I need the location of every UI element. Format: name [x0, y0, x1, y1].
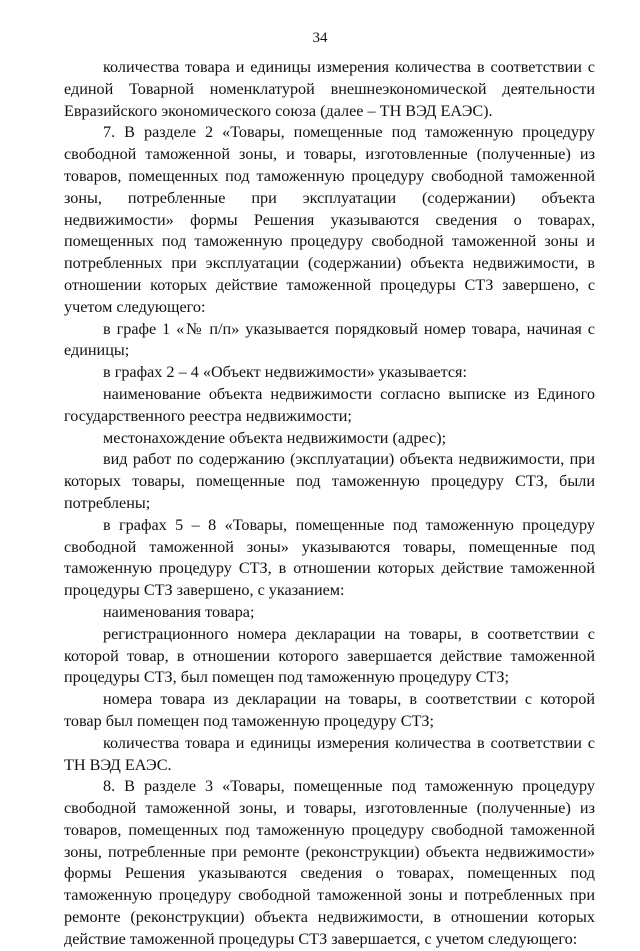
paragraph-7: вид работ по содержанию (эксплуатации) объекта недвижимости, при которых товары, помещенные под таможенную процедуру СТЗ, были потреблены; [64, 450, 595, 512]
paragraph-9: наименования товара; [103, 602, 255, 621]
paragraph-10: регистрационного номера декларации на товары, в соответствии с которой товар, в отношении которого завершается действие таможенной процедуры СТЗ, был помещен под таможенную процедуру СТЗ; [64, 624, 595, 687]
paragraph-5: наименование объекта недвижимости согласно выписке из Единого государственного реестра недвижимости; [64, 384, 595, 425]
paragraph-12: количества товара и единицы измерения количества в соответствии с ТН ВЭД ЕАЭС. [64, 733, 595, 774]
paragraph-3: в графе 1 «№ п/п» указывается порядковый номер товара, начиная с единицы; [64, 319, 595, 360]
paragraph-1: количества товара и единицы измерения количества в соответствии с единой Товарной номенклатурой внешнеэкономической деятельности Евразийского экономического союза (далее – ТН ВЭД ЕАЭС). [64, 58, 595, 120]
paragraph-6: местонахождение объекта недвижимости (адрес); [103, 428, 447, 447]
paragraph-11: номера товара из декларации на товары, в соответствии с которой товар был помещен под таможенную процедуру СТЗ; [64, 690, 595, 730]
paragraph-8: в графах 5 – 8 «Товары, помещенные под таможенную процедуру свободной таможенной зоны» указываются товары, помещенные под таможенную процедуру СТЗ, в отношении которых действие таможенной процедуры СТЗ завершено, с указанием: [64, 515, 595, 600]
document-body [64, 57, 595, 951]
paragraph-4: в графах 2 – 4 «Объект недвижимости» указывается: [103, 363, 467, 382]
paragraph-13: 8. В разделе 3 «Товары, помещенные под таможенную процедуру свободной таможенной зоны, и товары, изготовленные (полученные) из товаров, помещенных под таможенную процедуру свободной таможенной зоны, потребленные при ремонте (реконструкции) объекта недвижимости» формы Решения указываются сведения о товарах, помещенных под таможенную процедуру свободной таможенной зоны и потребленных при ремонте (реконструкции) объекта недвижимости, в отношении которых действие таможенной процедуры СТЗ завершается, с учетом следующего: [64, 777, 595, 948]
page-number: 34 [312, 30, 328, 46]
paragraph-2: 7. В разделе 2 «Товары, помещенные под таможенную процедуру свободной таможенной зоны, и товары, изготовленные (полученные) из товаров, помещенных под таможенную процедуру свободной таможенной зоны, потребленные при эксплуатации (содержании) объекта недвижимости» формы Решения указываются сведения о товарах, помещенных под таможенную процедуру свободной таможенной зоны и потребленных при эксплуатации (содержании) объекта недвижимости, в отношении которых действие таможенной процедуры СТЗ завершено, с учетом следующего: [64, 123, 595, 316]
